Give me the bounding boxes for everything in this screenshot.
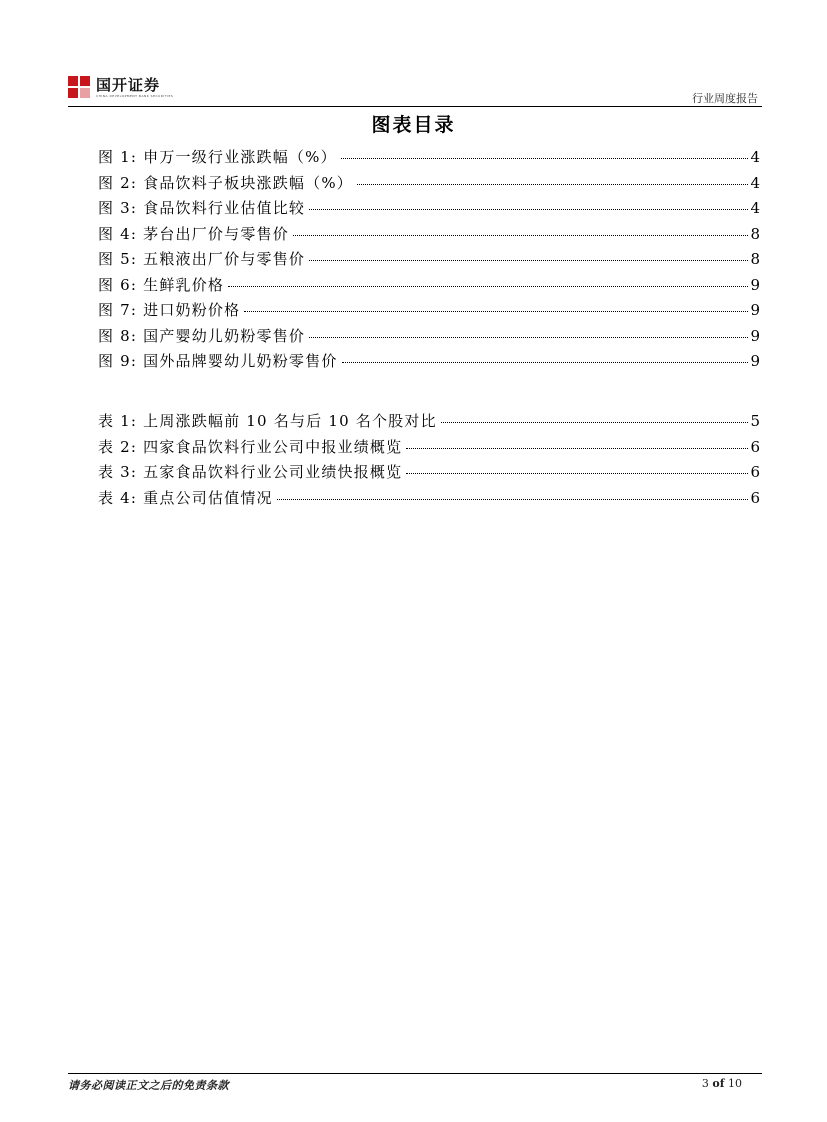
toc-entry-page[interactable]: 4	[750, 199, 760, 217]
toc-entry-label[interactable]: 图 4: 茅台出厂价与零售价	[98, 224, 289, 243]
table-toc-entry[interactable]	[98, 461, 760, 487]
toc-entry-page[interactable]: 6	[750, 437, 760, 456]
dot-leader	[309, 260, 748, 261]
footer-divider	[68, 1073, 762, 1074]
table-list	[98, 410, 760, 512]
logo-mark-icon	[68, 76, 90, 98]
report-type: 行业周度报告	[692, 92, 758, 105]
company-logo	[68, 76, 173, 99]
toc-entry-label[interactable]: 表 4: 重点公司估值情况	[98, 488, 273, 507]
page-total: 10	[728, 1077, 742, 1090]
disclaimer-note: 请务必阅读正文之后的免责条款	[68, 1079, 229, 1092]
figure-toc-entry[interactable]	[98, 325, 760, 351]
dot-leader	[406, 473, 748, 474]
header-divider	[68, 106, 762, 107]
figure-toc-entry[interactable]	[98, 197, 760, 223]
dot-leader	[244, 311, 748, 312]
dot-leader	[341, 158, 749, 159]
toc-entry-page[interactable]: 9	[750, 301, 760, 319]
dot-leader	[228, 286, 748, 287]
page-title: 图表目录	[371, 114, 456, 136]
toc-entry-page[interactable]: 8	[750, 224, 760, 243]
toc-entry-page[interactable]: 6	[750, 463, 760, 481]
toc-entry-label[interactable]: 表 1: 上周涨跌幅前 10 名与后 10 名个股对比	[98, 412, 437, 430]
figure-toc-entry[interactable]	[98, 146, 760, 172]
toc-entry-page[interactable]: 9	[750, 326, 760, 345]
figure-toc-entry[interactable]	[98, 223, 760, 249]
dot-leader	[342, 362, 749, 363]
logo-subtext: CHINA DEVELOPMENT BANK SECURITIES	[96, 94, 174, 98]
toc-entry-page[interactable]: 4	[750, 173, 760, 192]
figure-toc-entry[interactable]	[98, 299, 760, 325]
logo-text: 国开证券	[96, 76, 161, 94]
toc-entry-label[interactable]: 图 6: 生鲜乳价格	[98, 275, 225, 294]
toc-entry-page[interactable]: 9	[750, 275, 760, 294]
toc-entry-page[interactable]: 9	[750, 352, 760, 370]
page-header	[68, 72, 760, 108]
dot-leader	[309, 337, 748, 338]
dot-leader	[406, 448, 748, 449]
figure-toc-entry[interactable]	[98, 172, 760, 198]
dot-leader	[293, 235, 749, 236]
table-toc-entry[interactable]	[98, 436, 760, 462]
page-current: 3	[701, 1077, 709, 1090]
toc-entry-page[interactable]: 6	[750, 488, 760, 507]
toc-entry-page[interactable]: 4	[750, 148, 760, 166]
dot-leader	[441, 422, 749, 423]
figure-toc-entry[interactable]	[98, 274, 760, 300]
toc-entry-page[interactable]: 5	[750, 412, 760, 430]
toc-entry-label[interactable]: 表 3: 五家食品饮料行业公司业绩快报概览	[98, 463, 403, 481]
dot-leader	[277, 499, 749, 500]
toc-entry-page[interactable]: 8	[750, 250, 760, 268]
figure-toc-entry[interactable]	[98, 350, 760, 376]
table-toc-entry[interactable]	[98, 487, 760, 513]
figure-list	[98, 146, 760, 376]
toc-entry-label[interactable]: 图 9: 国外品牌婴幼儿奶粉零售价	[98, 352, 338, 370]
dot-leader	[309, 209, 748, 210]
table-toc-entry[interactable]	[98, 410, 760, 436]
toc-entry-label[interactable]: 图 2: 食品饮料子板块涨跌幅（%）	[98, 173, 353, 192]
dot-leader	[357, 184, 748, 185]
toc-entry-label[interactable]: 表 2: 四家食品饮料行业公司中报业绩概览	[98, 437, 403, 456]
page-of: of	[712, 1077, 725, 1090]
page-number	[702, 1077, 742, 1090]
toc-entry-label[interactable]: 图 1: 申万一级行业涨跌幅（%）	[98, 148, 337, 166]
toc-entry-label[interactable]: 图 3: 食品饮料行业估值比较	[98, 199, 306, 217]
toc-entry-label[interactable]: 图 5: 五粮液出厂价与零售价	[98, 250, 306, 268]
toc-entry-label[interactable]: 图 7: 进口奶粉价格	[98, 301, 241, 319]
figure-toc-entry[interactable]	[98, 248, 760, 274]
toc-entry-label[interactable]: 图 8: 国产婴幼儿奶粉零售价	[98, 326, 306, 345]
